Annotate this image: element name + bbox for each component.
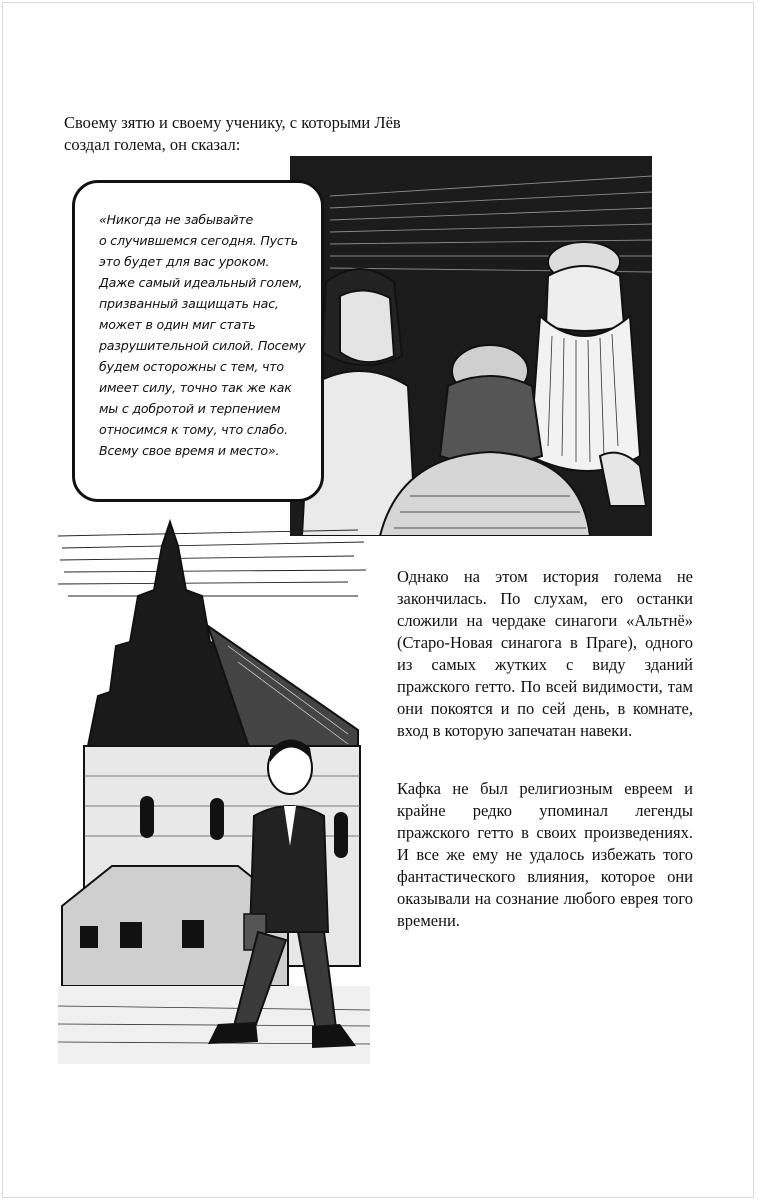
- speech-bubble-text: «Никогда не забывайте о случившемся сегодня. Пусть это будет для вас уроком. Даже самый идеальный голем, призванный защищать нас, может в один миг стать разрушительной силой. Посему будем осторожны с тем, что имеет силу, точно так же как мы с добротой и терпением относимся к тому, что слабо. Всему свое время и место».: [99, 212, 306, 458]
- paragraph-golem-remains: Однако на этом история голема не закончилась. По слухам, его останки сложили на чердаке синагоги «Альтнё» (Старо-Новая синагога в Праге), одного из самых жутких с виду зданий пражского гетто. По всей видимости, там они покоятся и по сей день, в комнате, вход в которую запечатан навеки.: [397, 567, 693, 740]
- comic-panel: [290, 156, 652, 536]
- speech-bubble: [72, 180, 324, 502]
- intro-paragraph: Своему зятю и своему ученику, с которыми Лёв создал голема, он сказал:: [64, 113, 401, 154]
- paragraph-kafka: Кафка не был религиозным евреем и крайне редко упоминал легенды пражского гетто в своих произведениях. И все же ему не удалось избежать того фантастического влияния, которое они оказывали на сознание любого еврея того времени.: [397, 779, 693, 930]
- synagogue-illustration: [58, 516, 370, 1064]
- comic-panel-drawing: [290, 156, 652, 536]
- synagogue-drawing: [58, 516, 370, 1064]
